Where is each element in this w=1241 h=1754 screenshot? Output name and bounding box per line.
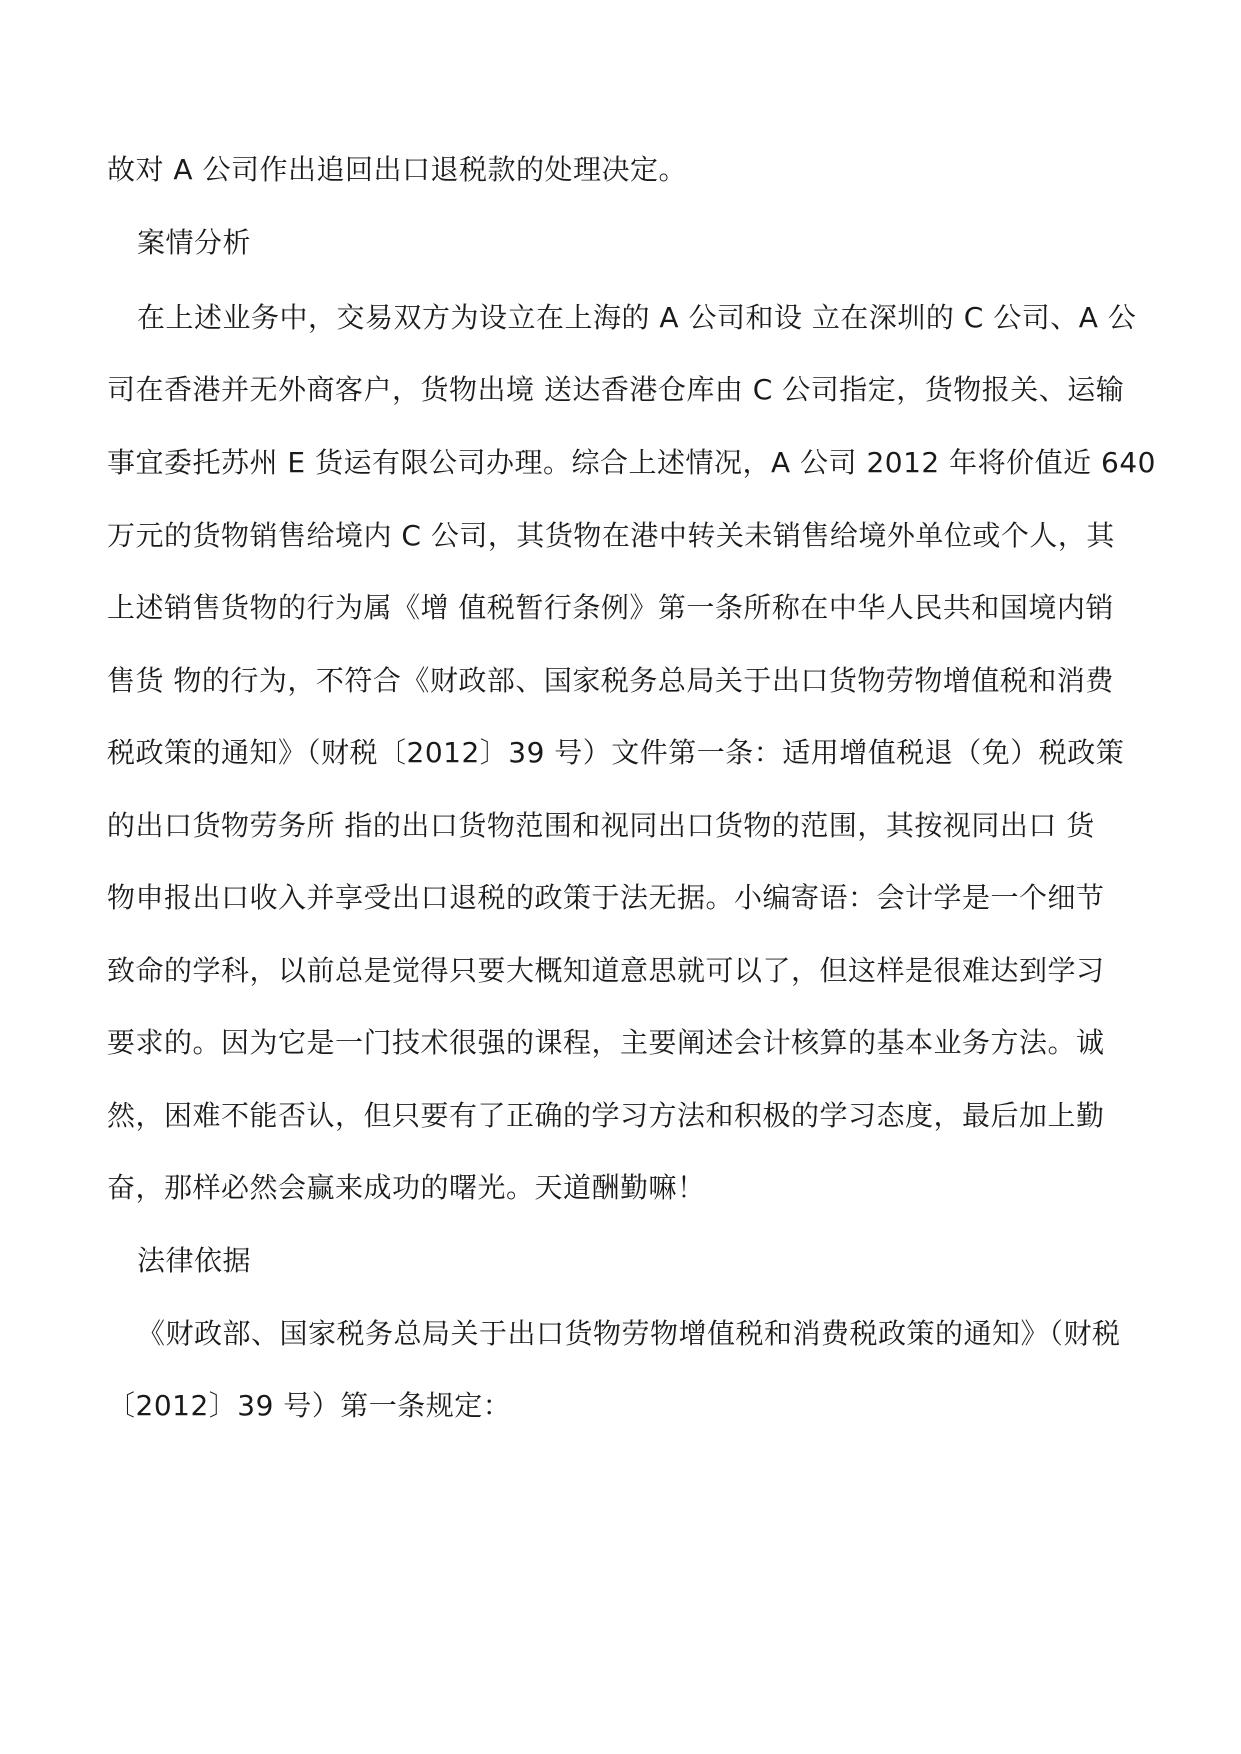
section-heading-case-analysis: 案情分析	[137, 226, 252, 259]
text-line: 〔2012〕39 号）第一条规定：	[107, 1389, 512, 1422]
text-line: 事宜委托苏州 E 货运有限公司办理。综合上述情况，A 公司 2012 年将价值近 640	[107, 446, 1156, 479]
text-line: 的出口货物劳务所 指的出口货物范围和视同出口货物的范围，其按视同出口 货	[107, 809, 1095, 842]
text-line: 致命的学科，以前总是觉得只要大概知道意思就可以了，但这样是很难达到学习	[107, 954, 1105, 987]
text-line: 上述销售货物的行为属《增 值税暂行条例》第一条所称在中华人民共和国境内销	[107, 591, 1114, 624]
text-line: 售货 物的行为，不符合《财政部、国家税务总局关于出口货物劳物增值税和消费	[107, 664, 1114, 697]
text-line: 然，困难不能否认，但只要有了正确的学习方法和积极的学习态度，最后加上勤	[107, 1099, 1105, 1132]
text-line: 《财政部、国家税务总局关于出口货物劳物增值税和消费税政策的通知》（财税	[137, 1317, 1121, 1350]
section-heading-legal-basis: 法律依据	[137, 1244, 252, 1277]
text-line: 故对 A 公司作出追回出口退税款的处理决定。	[107, 153, 687, 186]
text-line: 司在香港并无外商客户，货物出境 送达香港仓库由 C 公司指定，货物报关、运输	[107, 373, 1125, 406]
text-line: 税政策的通知》（财税〔2012〕39 号）文件第一条：适用增值税退（免）税政策	[107, 736, 1125, 769]
text-line: 要求的。因为它是一门技术很强的课程，主要阐述会计核算的基本业务方法。诚	[107, 1026, 1105, 1059]
text-line: 奋，那样必然会赢来成功的曙光。天道酬勤嘛！	[107, 1171, 706, 1204]
text-line: 万元的货物销售给境内 C 公司，其货物在港中转关未销售给境外单位或个人，其	[107, 519, 1115, 552]
text-line: 物申报出口收入并享受出口退税的政策于法无据。小编寄语：会计学是一个细节	[107, 881, 1105, 914]
text-line: 在上述业务中，交易双方为设立在上海的 A 公司和设 立在深圳的 C 公司、A 公	[137, 301, 1137, 334]
